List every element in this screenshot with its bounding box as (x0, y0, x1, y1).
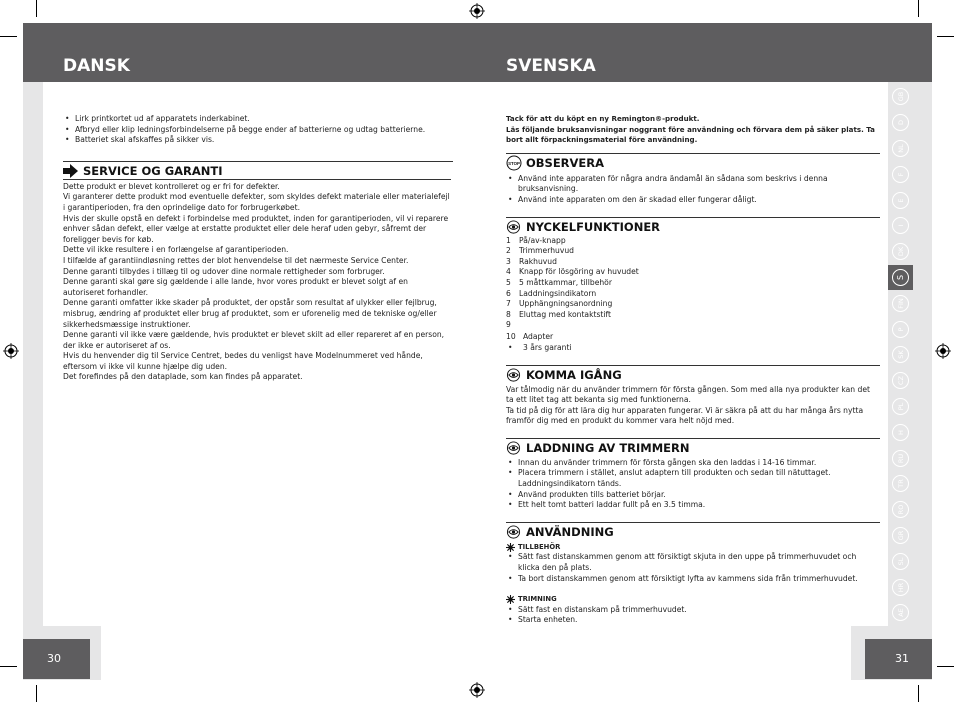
language-tab-label: S (892, 269, 909, 286)
language-tab-e[interactable] (888, 187, 913, 213)
language-tab-ae[interactable] (888, 600, 913, 626)
list-item: • Använd inte apparaten för några andra ändamål än sådana som beskrivs i denna bruksanvisning. (506, 174, 880, 195)
registration-mark-icon (935, 343, 951, 359)
language-tab-p[interactable] (888, 316, 913, 342)
paragraph: Dette produkt er blevet kontrolleret og er fri for defekter. (63, 181, 280, 191)
language-tab-sl[interactable] (888, 548, 913, 574)
tillbehor-title: TILLBEHÖR (518, 542, 561, 551)
list-item: • Innan du använder trimmern för första gången ska den laddas i 14-16 timmar. (506, 458, 880, 469)
paragraph: Denne garanti tilbydes i tillæg til og udover dine normale rettigheder som forbruger. (63, 266, 385, 276)
language-tabs (888, 84, 913, 626)
language-tab-gr[interactable] (888, 523, 913, 549)
crop-mark (36, 0, 37, 17)
crop-mark (0, 666, 17, 667)
observera-section-heading (506, 153, 880, 172)
anvandning-title: ANVÄNDNING (526, 524, 614, 539)
crop-mark (918, 0, 919, 17)
list-item: • Använd inte apparaten om den är skadad eller fungerar dåligt. (506, 195, 880, 206)
komma-title: KOMMA IGÅNG (526, 367, 622, 382)
language-tab-fin[interactable] (888, 290, 913, 316)
laddning-list (506, 458, 880, 511)
tillbehor-list (506, 552, 880, 584)
crop-mark (937, 36, 954, 37)
language-tab-hr[interactable] (888, 574, 913, 600)
list-item: 9 (506, 320, 511, 330)
language-tab-label: SK (892, 346, 909, 363)
list-item: 4 Knapp för lösgöring av huvudet (506, 267, 639, 277)
language-tab-nl[interactable] (888, 136, 913, 162)
stop-icon (506, 155, 522, 171)
list-item: • Sätt fast distanskammen genom att försiktigt skjuta in den uppe på trimmerhuvudet och klicka den på plats. (506, 552, 880, 573)
list-item: 5 5 måttkammar, tillbehör (506, 277, 612, 287)
language-tab-label: GB (892, 88, 909, 105)
left-page-title: DANSK (63, 56, 130, 76)
list-item: • Sätt fast en distanskam på trimmerhuvudet. (506, 605, 880, 616)
right-page-title: SVENSKA (506, 56, 596, 76)
language-tab-label: AE (892, 604, 909, 621)
nyckel-list (506, 236, 880, 354)
language-tab-label: SL (892, 553, 909, 570)
registration-mark-icon (469, 3, 485, 19)
eye-icon (506, 368, 521, 382)
language-tab-h[interactable] (888, 419, 913, 445)
language-tab-s[interactable] (888, 265, 913, 291)
language-tab-cz[interactable] (888, 368, 913, 394)
language-tab-label: PL (892, 398, 909, 415)
list-item: • Ett helt tomt batteri laddar fullt på en 3.5 timma. (506, 500, 880, 511)
language-tab-i[interactable] (888, 213, 913, 239)
list-item: • Använd produkten tills batteriet börjar. (506, 490, 880, 501)
list-item: • Starta enheten. (506, 615, 880, 626)
registration-mark-icon (3, 343, 19, 359)
crop-mark (36, 685, 37, 702)
language-tab-label: RO (892, 501, 909, 518)
language-tab-tr[interactable] (888, 471, 913, 497)
header-band (23, 23, 932, 82)
svenska-column (506, 114, 880, 626)
language-tab-label: TR (892, 475, 909, 492)
paragraph: Ta tid på dig för att lära dig hur apparaten fungerar. Vi är säkra på att du har många års nytta framför dig med en produkt du kommer vara helt nöjd med. (506, 405, 864, 426)
gear-icon (506, 543, 515, 552)
language-tab-label: CZ (892, 372, 909, 389)
language-tab-sk[interactable] (888, 342, 913, 368)
paragraph: Det forefindes på den dataplade, som kan findes på apparatet. (63, 372, 303, 382)
left-side-bar (23, 82, 43, 626)
observera-list (506, 174, 880, 206)
language-tab-label: P (892, 321, 909, 338)
observera-title: OBSERVERA (526, 155, 605, 170)
paragraph: I tilfælde af garantiindløsning rettes der blot henvendelse til det nærmeste Service Center. (63, 255, 409, 265)
list-item: 2 Trimmerhuvud (506, 246, 574, 256)
arrow-right-icon (63, 164, 78, 178)
crop-mark (937, 666, 954, 667)
language-tab-label: F (892, 166, 909, 183)
paragraph: Dette vil ikke resultere i en forlængelse af garantiperioden. (63, 245, 289, 255)
language-tab-label: HR (892, 579, 909, 596)
language-tab-ru[interactable] (888, 445, 913, 471)
trimning-list (506, 605, 880, 626)
language-tab-pl[interactable] (888, 394, 913, 420)
language-tab-label: RU (892, 450, 909, 467)
paragraph: Var tålmodig när du använder trimmern för första gången. Som med alla nya produkter kan det ta ett litet tag att bekanta sig med funktionerna. (506, 384, 870, 405)
list-item: • Ta bort distanskammen genom att försiktigt lyfta av kammens sida från trimmerhuvudet. (506, 574, 880, 585)
list-item: 6 Laddningsindikatorn (506, 288, 597, 298)
list-item: • Batteriet skal afskaffes på sikker vis. (63, 135, 453, 146)
list-item: 7 Upphängningsanordning (506, 299, 613, 309)
trimning-title: TRIMNING (518, 595, 557, 604)
gear-icon (506, 595, 515, 604)
language-tab-label: I (892, 217, 909, 234)
language-tab-dk[interactable] (888, 239, 913, 265)
service-title: SERVICE OG GARANTI (83, 163, 223, 178)
eye-icon (506, 525, 521, 539)
komma-text (506, 385, 880, 427)
list-item: • Lirk printkortet ud af apparatets inderkabinet. (63, 114, 453, 125)
paragraph: Vi garanterer dette produkt mod eventuelle defekter, som skyldes defekt materiale eller materialefejl i garantiperioden, fra den oprindelige dato for forbrugerkøbet. (63, 192, 450, 212)
list-item: 3 Rakhuvud (506, 256, 557, 266)
dansk-intro-list (63, 114, 453, 146)
paragraph: Hvis der skulle opstå en defekt i forbindelse med produktet, inden for garantiperioden, vil vi reparere enhver sådan defekt, eller vælge at erstatte produktet eller dele heraf uden gebyr, såfremt der foreligger bevis for køb. (63, 213, 449, 244)
language-tab-f[interactable] (888, 161, 913, 187)
anvandning-section-heading (506, 522, 880, 541)
crop-mark (0, 36, 17, 37)
paragraph: Läs följande bruksanvisningar noggrant före användning och förvara dem på säker plats. Ta bort allt förpackningsmaterial före användning. (506, 124, 875, 145)
laddning-section-heading (506, 438, 880, 457)
paragraph: Denne garanti omfatter ikke skader på produktet, der opstår som resultat af ulykker eller fejlbrug, misbrug, ændring af produktet eller brug af produktet, som er uforenelig med de tekniske og/eller sikkerhedsmæssige instruktioner. (63, 298, 437, 329)
list-item: • Placera trimmern i stället, anslut adaptern till produkten och sedan till nätuttaget. Laddningsindikatorn tänds. (506, 468, 880, 489)
laddning-title: LADDNING AV TRIMMERN (526, 440, 690, 455)
language-tab-label: H (892, 424, 909, 441)
stop-icon-label: STOP (508, 160, 520, 166)
list-item: • 3 års garanti (508, 342, 572, 352)
language-tab-ro[interactable] (888, 497, 913, 523)
paragraph: Tack för att du köpt en ny Remington®-produkt. (506, 114, 700, 123)
paragraph: Hvis du henvender dig til Service Centret, bedes du venligst have Modelnummeret ved hånde, eftersom vi ikke vil kunne hjælpe dig uden. (63, 351, 423, 371)
nyckel-section-heading (506, 217, 880, 236)
svenska-intro (506, 114, 880, 146)
eye-icon (506, 220, 521, 234)
list-item: 1 På/av-knapp (506, 235, 566, 245)
dansk-column (63, 114, 453, 383)
paragraph: Denne garanti vil ikke være gældende, hvis produktet er blevet skilt ad eller repareret af en person, der ikke er autoriseret af os. (63, 330, 445, 350)
nyckel-title: NYCKELFUNKTIONER (526, 219, 661, 234)
language-tab-label: NL (892, 140, 909, 157)
language-tab-gb[interactable] (888, 84, 913, 110)
list-item: • Afbryd eller klip ledningsforbindelserne på begge ender af batterierne og udtag batterierne. (63, 125, 453, 136)
crop-mark (918, 685, 919, 702)
list-item: 8 Eluttag med kontaktstift (506, 309, 612, 319)
eye-icon (506, 441, 521, 455)
language-tab-d[interactable] (888, 110, 913, 136)
language-tab-label: E (892, 192, 909, 209)
registration-mark-icon (469, 682, 485, 698)
page-number-left: 30 (23, 639, 90, 679)
list-item: 10 Adapter (506, 332, 554, 342)
trimning-subheading (506, 594, 880, 605)
service-section-heading (63, 161, 453, 180)
language-tab-label: D (892, 114, 909, 131)
language-tab-label: DK (892, 243, 909, 260)
page-number-right: 31 (865, 639, 932, 679)
paragraph: Denne garanti skal gøre sig gældende i alle lande, hvor vores produkt er blevet solgt af en autoriseret forhandler. (63, 277, 408, 297)
language-tab-label: GR (892, 527, 909, 544)
language-tab-label: FIN (892, 295, 909, 312)
tillbehor-subheading (506, 542, 880, 553)
komma-section-heading (506, 365, 880, 384)
service-text (63, 179, 451, 383)
